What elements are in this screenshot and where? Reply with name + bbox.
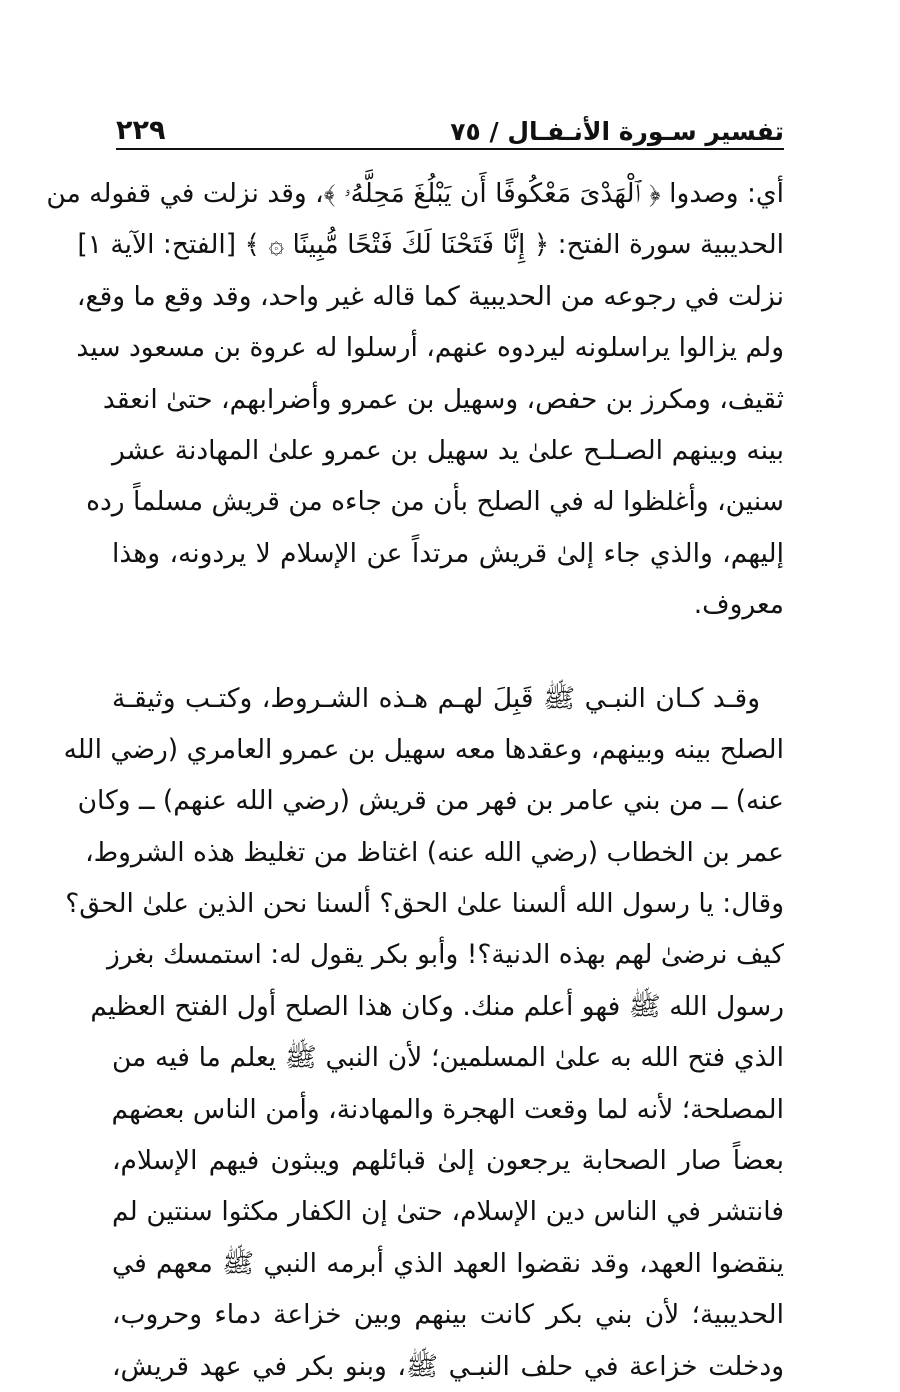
- text-line: كيف نرضىٰ لهم بهذه الدنية؟! وأبو بكر يقول له: استمسك بغرز: [106, 939, 784, 971]
- text-line: المصلحة؛ لأنه لما وقعت الهجرة والمهادنة، وأمن الناس بعضهم: [111, 1093, 784, 1125]
- text-line: ينقضوا العهد، وقد نقضوا العهد الذي أبرمه النبي ﷺ معهم في: [112, 1247, 784, 1279]
- text-line: الصلح بينه وبينهم، وعقدها معه سهيل بن عمرو العامري (رضي الله: [63, 733, 784, 765]
- running-title: تفسير سـورة الأنـفـال / ٧٥: [450, 117, 784, 146]
- text-line: الحديبية سورة الفتح: ﴿ إِنَّا فَتَحْنَا لَكَ فَتْحًا مُّبِينًا ۞ ﴾ [الفتح: الآية ١]: [77, 229, 784, 261]
- paragraph-2: [63, 673, 784, 1392]
- text-line: عنه) ــ من بني عامر بن فهر من قريش (رضي الله عنهم) ــ وكان: [77, 785, 784, 817]
- text-line: أي: وصدوا ﴿ ٱلْهَدْىَ مَعْكُوفًا أَن يَبْلُغَ مَحِلَّهُۥ ﴾، وقد نزلت في قفوله من: [46, 178, 784, 209]
- paragraph-1: [46, 168, 784, 631]
- text-line: فانتشر في الناس دين الإسلام، حتىٰ إن الكفار مكثوا سنتين لم: [112, 1196, 784, 1228]
- text-line: سنين، وأغلظوا له في الصلح بأن من جاءه من قريش مسلماً رده: [86, 486, 784, 518]
- text-line: عمر بن الخطاب (رضي الله عنه) اغتاظ من تغليظ هذه الشروط،: [85, 836, 784, 868]
- paragraph-gap: [112, 631, 784, 673]
- text-line: الذي فتح الله به علىٰ المسلمين؛ لأن النبي ﷺ يعلم ما فيه من: [112, 1042, 784, 1074]
- text-line: ولم يزالوا يراسلونه ليردوه عنهم، أرسلوا له عروة بن مسعود سيد: [76, 332, 784, 364]
- text-line: ودخلت خزاعة في حلف النبـي ﷺ، وبنو بكر في عهد قريش،: [112, 1350, 784, 1382]
- header-rule: [116, 148, 784, 150]
- text-line: الحديبية؛ لأن بني بكر كانت بينهم وبين خزاعة دماء وحروب،: [112, 1299, 784, 1331]
- text-line: رسول الله ﷺ فهو أعلم منك. وكان هذا الصلح أول الفتح العظيم: [90, 990, 784, 1022]
- page-body: [46, 168, 784, 1392]
- text-line: وقـد كـان النبـي ﷺ قَبِلَ لهـم هـذه الشـروط، وكتـب وثيقـة: [112, 682, 760, 714]
- text-line: بينه وبينهم الصـلـح علىٰ يد سهيل بن عمرو علىٰ المهادنة عشر: [112, 434, 784, 466]
- text-line: نزلت في رجوعه من الحديبية كما قاله غير واحد، وقد وقع ما وقع،: [76, 280, 784, 312]
- text-line: وقال: يا رسول الله ألسنا علىٰ الحق؟ ألسنا نحن الذين علىٰ الحق؟: [65, 888, 784, 920]
- page-header: [116, 100, 784, 146]
- page-number: ٢٢٩: [116, 115, 166, 146]
- text-line: معروف.: [693, 589, 784, 621]
- text-line: بعضاً صار الصحابة يرجعون إلىٰ قبائلهم ويبثون فيهم الإسلام،: [112, 1145, 784, 1177]
- text-line: ثقيف، ومكرز بن حفص، وسهيل بن عمرو وأضرابهم، حتىٰ انعقد: [102, 383, 784, 415]
- text-line: إليهم، والذي جاء إلىٰ قريش مرتداً عن الإسلام لا يردونه، وهذا: [112, 537, 784, 569]
